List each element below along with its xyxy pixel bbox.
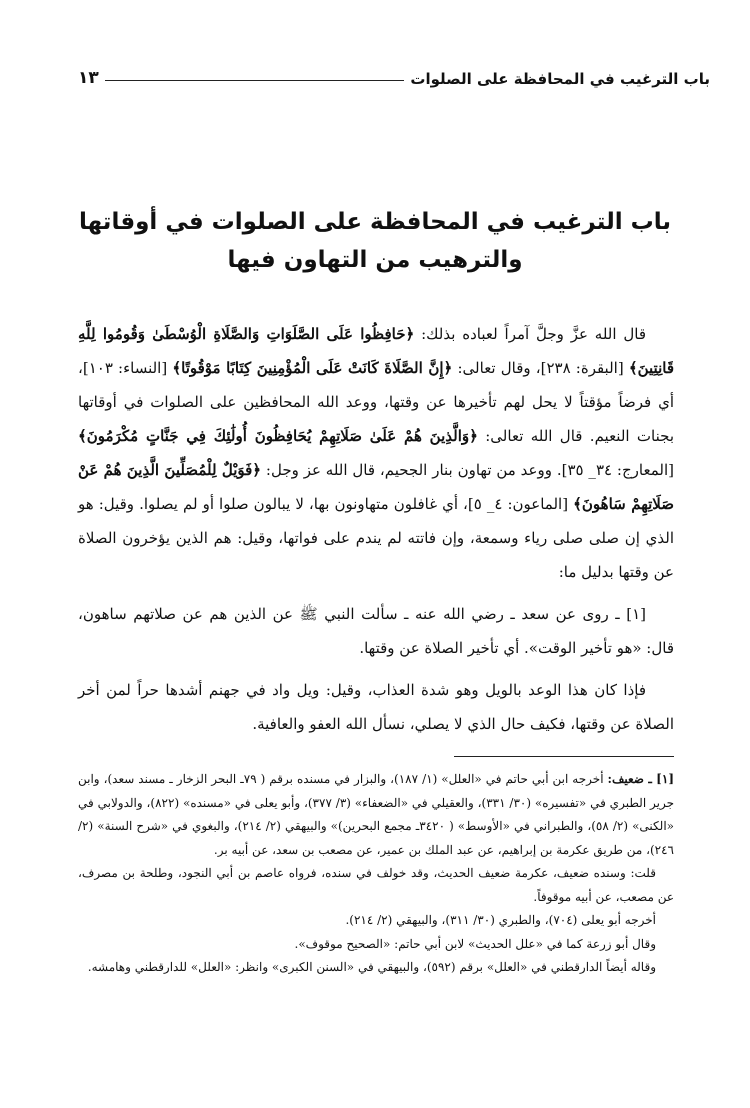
chapter-title: باب الترغيب في المحافظة على الصلوات في أوقاتها والترهيب من التهاون فيها	[78, 209, 671, 273]
footnotes	[78, 768, 674, 980]
quran-verse: ﴿إِنَّ الصَّلَاةَ كَانَتْ عَلَى الْمُؤْمِنِينَ كِتَابًا مَوْقُوتًا﴾	[172, 359, 453, 377]
body-paragraph-1	[78, 317, 674, 589]
footnote-paragraph: أخرجه أبو يعلى (٧٠٤)، والطبري (٣٠/ ٣١١)، والبيهقي (٢/ ٢١٤).	[345, 913, 656, 927]
footnote-paragraph: وقاله أيضاً الدارقطني في «العلل» برقم (٥٩٢)، والبيهقي في «السنن الكبرى» وانظر: «العلل» للدارقطني وهامشه.	[87, 960, 656, 974]
main-text	[78, 317, 674, 741]
footnote-paragraph: قلت: وسنده ضعيف، عكرمة ضعيف الحديث، وقد خولف في سنده، فرواه عاصم بن أبي النجود، وطلحة بن مصرف، عن مصعب، عن أبيه موقوفاً.	[78, 866, 674, 904]
footnote-label: [١] ـ ضعيف:	[607, 772, 674, 786]
footnote-separator	[454, 756, 674, 757]
running-header	[78, 60, 710, 88]
text-segment: [الماعون: ٤_ ٥]، أي غافلون متهاونون بها، لا يبالون صلوا أو لم يصلوا. وقيل: هو الذي إن صلى صلى رياء وسمعة، وإن فاتته لم يندم على فواتها، وقيل: هم الذين يؤخرون الصلاة عن وقتها بدليل ما:	[78, 495, 674, 581]
running-header-rule	[105, 80, 405, 81]
running-header-title: باب الترغيب في المحافظة على الصلوات	[410, 70, 710, 88]
hadith-paragraph: [١] ـ روى عن سعد ـ رضي الله عنه ـ سألت النبي ﷺ عن الذين هم عن صلاتهم ساهون، قال: «هو تأخير الوقت». أي تأخير الصلاة عن وقتها.	[78, 605, 674, 657]
footnote-1	[78, 768, 674, 862]
page-number: ١٣	[78, 68, 99, 88]
text-segment: [المعارج: ٣٤_ ٣٥]. ووعد من تهاون بنار الجحيم، قال الله عز وجل:	[261, 461, 674, 479]
text-segment: قال الله عزَّ وجلَّ آمراً لعباده بذلك:	[414, 325, 647, 343]
quran-verse: ﴿فَوَيْلٌ لِلْمُصَلِّينَ الَّذِينَ هُمْ عَنْ صَلَاتِهِمْ سَاهُونَ﴾	[78, 461, 674, 513]
footnote-text: أخرجه ابن أبي حاتم في «العلل» (١/ ١٨٧)، والبزار في مسنده برقم ( ٧٩ـ البحر الزخار ـ مسند سعد)، وابن جرير الطبري في «تفسيره» (٣٠/ ٣٣١)، والعقيلي في «الضعفاء» (٣/ ٣٧٧)، وأبو يعلى في «مسنده» (٨٢٢)، والدولابي في «الكنى» (٢/ ٥٨)، والطبراني في «الأوسط» ( ٣٤٢٠ـ مجمع البحرين)» والبيهقي (٢/ ٢١٤)، والبغوي في «شرح السنة» (٢/ ٢٤٦)، من طريق عكرمة بن إبراهيم، عن عبد الملك بن عمير، عن مصعب بن سعد، عن أبيه بر.	[78, 772, 675, 857]
text-segment: [البقرة: ٢٣٨]، وقال تعالى:	[452, 359, 629, 377]
body-paragraph-3: فإذا كان هذا الوعد بالويل وهو شدة العذاب، وقيل: ويل واد في جهنم أشدها حراً لمن أخر الصلاة عن وقتها، فكيف حال الذي لا يصلي، نسأل الله العفو والعافية.	[78, 681, 674, 733]
quran-verse: ﴿وَالَّذِينَ هُمْ عَلَىٰ صَلَاتِهِمْ يُحَافِظُونَ أُولَٰئِكَ فِي جَنَّاتٍ مُكْرَمُونَ﴾	[78, 427, 478, 445]
text-segment: [النساء: ١٠٣]، أي فرضاً مؤقتاً لا يحل لهم تأخيرها عن وقتها، ووعد الله المحافظين على الصلوات في أوقاتها بجنات النعيم. قال الله تعالى:	[78, 359, 675, 445]
quran-verse: ﴿حَافِظُوا عَلَى الصَّلَوَاتِ وَالصَّلَاةِ الْوُسْطَىٰ وَقُومُوا لِلَّهِ قَانِتِينَ﴾	[78, 325, 675, 377]
footnote-paragraph: وقال أبو زرعة كما في «علل الحديث» لابن أبي حاتم: «الصحيح موقوف».	[294, 936, 656, 951]
